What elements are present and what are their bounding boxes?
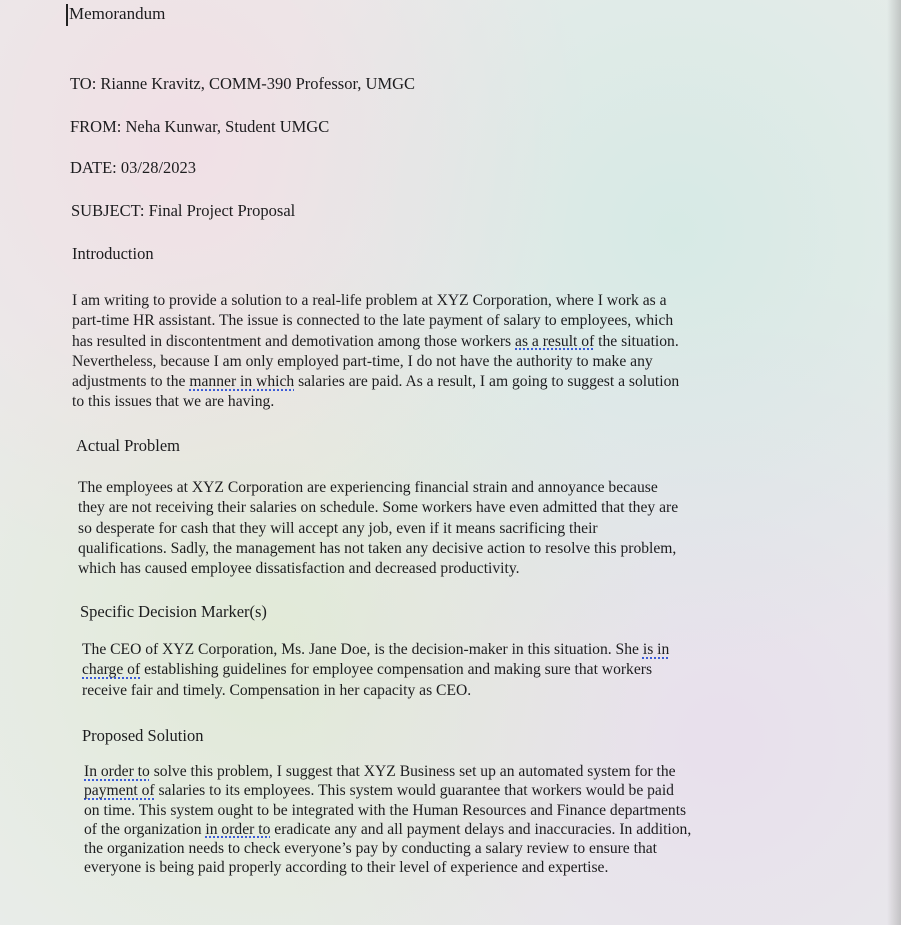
solution-line-5: the organization needs to check everyone’s pay by conducting a salary review to ensure that [84, 840, 658, 858]
problem-line-4: qualifications. Sadly, the management has not taken any decisive action to resolve this problem, [78, 539, 677, 557]
date-line: DATE: 03/28/2023 [70, 158, 197, 177]
solution-line-6: everyone is being paid properly according to their level of experience and expertise. [84, 859, 609, 877]
problem-line-2: they are not receiving their salaries on schedule. Some workers have even admitted that they are [78, 499, 679, 517]
introduction-paragraph [72, 291, 802, 413]
intro-line-3a: has resulted in discontentment and demotivation among those workers [72, 332, 516, 350]
solution-line-1 [84, 762, 814, 781]
from-line: FROM: Neha Kunwar, Student UMGC [70, 117, 330, 136]
solution-line-2b: salaries to its employees. This system would guarantee that workers would be paid [154, 782, 674, 800]
grammar-suggestion[interactable]: In order to [84, 763, 150, 780]
grammar-suggestion[interactable]: is in [642, 641, 670, 658]
decision-line-1 [82, 640, 812, 660]
intro-line-3 [72, 332, 802, 352]
problem-line-3: so desperate for cash that they will accept any job, even if it means sacrificing their [78, 519, 598, 537]
decision-line-3: receive fair and timely. Compensation in her capacity as CEO. [82, 681, 472, 699]
intro-line-4: Nevertheless, because I am only employed part-time, I do not have the authority to make any [72, 352, 653, 370]
intro-line-6: to this issues that we are having. [72, 393, 275, 411]
grammar-suggestion[interactable]: payment of [84, 782, 155, 800]
introduction-heading: Introduction [72, 244, 154, 263]
grammar-suggestion[interactable]: charge of [82, 661, 141, 679]
intro-line-1: I am writing to provide a solution to a real-life problem at XYZ Corporation, where I work as a [72, 292, 667, 309]
grammar-suggestion[interactable]: manner in which [189, 373, 295, 391]
intro-line-3b: the situation. [594, 332, 679, 350]
solution-line-1b: solve this problem, I suggest that XYZ Business set up an automated system for the [149, 763, 676, 780]
decision-line-1a: The CEO of XYZ Corporation, Ms. Jane Doe, is the decision-maker in this situation. She [82, 641, 643, 658]
memo-title: Memorandum [69, 4, 166, 23]
actual-problem-paragraph [78, 478, 808, 579]
problem-line-5: which has caused employee dissatisfaction and decreased productivity. [78, 560, 520, 578]
intro-line-5a: adjustments to the [72, 373, 190, 391]
decision-line-2 [82, 660, 812, 680]
solution-line-2 [84, 781, 814, 800]
solution-line-4a: of the organization [84, 820, 206, 838]
to-line: TO: Rianne Kravitz, COMM-390 Professor, UMGC [70, 74, 416, 93]
problem-line-1: The employees at XYZ Corporation are experiencing financial strain and annoyance because [78, 479, 658, 496]
decision-maker-heading: Specific Decision Marker(s) [80, 602, 267, 621]
intro-line-2: part-time HR assistant. The issue is connected to the late payment of salary to employees, which [72, 312, 674, 330]
screen-bezel-edge [887, 0, 901, 925]
actual-problem-heading: Actual Problem [76, 436, 181, 455]
solution-line-4b: eradicate any and all payment delays and inaccuracies. In addition, [270, 820, 692, 838]
proposed-solution-heading: Proposed Solution [82, 726, 204, 745]
grammar-suggestion[interactable]: as a result of [515, 332, 595, 350]
solution-line-3: on time. This system ought to be integrated with the Human Resources and Finance departments [84, 801, 687, 819]
grammar-suggestion[interactable]: in order to [205, 820, 271, 838]
subject-line: SUBJECT: Final Project Proposal [71, 201, 296, 220]
proposed-solution-paragraph [84, 762, 814, 878]
text-cursor [66, 4, 68, 26]
solution-line-4 [84, 820, 814, 839]
decision-maker-paragraph [82, 640, 812, 701]
intro-line-5b: salaries are paid. As a result, I am going to suggest a solution [294, 373, 680, 391]
decision-line-2b: establishing guidelines for employee compensation and making sure that workers [140, 661, 653, 679]
intro-line-5 [72, 372, 802, 392]
